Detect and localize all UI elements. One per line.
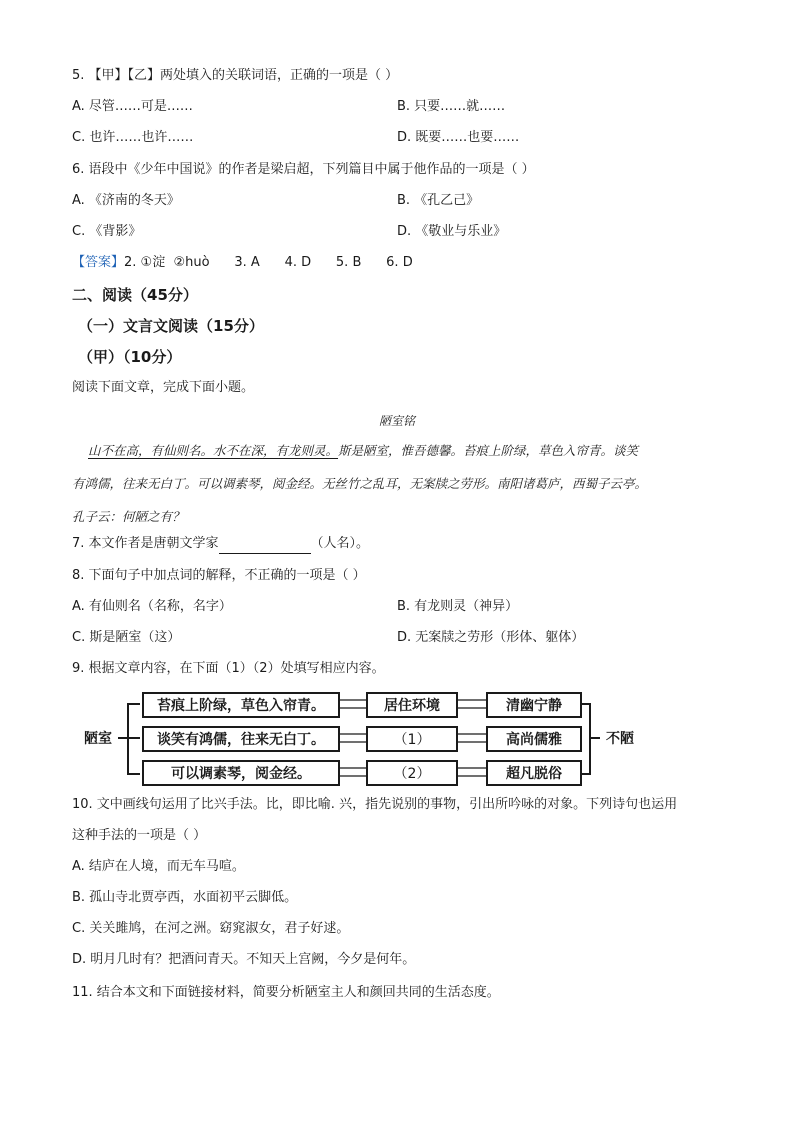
q10-stem-line-1: 10. 文中画线句运用了比兴手法。比，即比喻. 兴，指先说别的事物，引出所吟咏的对象。下列诗句也运用: [72, 797, 678, 812]
subsection-classical-title: （一）文言文阅读（15分）: [78, 317, 264, 335]
q8-stem: 8. 下面句子中加点词的解释，不正确的一项是（ ）: [72, 568, 366, 583]
q9-right-box-2: 高尚儒雅: [486, 726, 582, 752]
q9-left-label: 陋室: [84, 731, 112, 747]
q6-option-b: B. 《孔乙己》: [397, 193, 480, 208]
q7-stem: [72, 534, 369, 554]
q8-option-a: A. 有仙则名（名称，名字）: [72, 599, 232, 614]
poem-line-1: [88, 434, 738, 467]
q10-option-b: B. 孤山寺北贾亭西，水面初平云脚低。: [72, 890, 298, 905]
answer-tag: 【答案】: [72, 255, 125, 270]
q9-quote-box-1: 苔痕上阶绿，草色入帘青。: [142, 692, 340, 718]
q9-quote-box-3: 可以调素琴，阅金经。: [142, 760, 340, 786]
poem-underlined-lines: 山不在高，有仙则名。水不在深，有龙则灵。: [88, 443, 339, 458]
q5-stem: 5. 【甲】【乙】两处填入的关联词语，正确的一项是（ ）: [72, 68, 399, 83]
q6-option-d: D. 《敬业与乐业》: [397, 224, 507, 239]
q5-option-b: B. 只要……就……: [397, 99, 506, 114]
section-reading-title: 二、阅读（45分）: [72, 286, 198, 304]
q5-option-d: D. 既要……也要……: [397, 130, 520, 145]
q8-option-d: D. 无案牍之劳形（形体、躯体）: [397, 630, 585, 645]
answer-text: 2. ①淀 ②huò 3. A 4. D 5. B 6. D: [124, 255, 413, 270]
reading-instruction: 阅读下面文章，完成下面小题。: [72, 380, 255, 395]
q7-answer-blank[interactable]: [219, 539, 311, 554]
q9-quote-box-2: 谈笑有鸿儒，往来无白丁。: [142, 726, 340, 752]
q9-mid-box-3[interactable]: （2）: [366, 760, 458, 786]
q5-option-c: C. 也许……也许……: [72, 130, 194, 145]
q8-option-c: C. 斯是陋室（这）: [72, 630, 181, 645]
q9-mid-box-1: 居住环境: [366, 692, 458, 718]
q9-mid-box-2[interactable]: （1）: [366, 726, 458, 752]
answer-line: [72, 253, 413, 273]
q10-option-a: A. 结庐在人境，而无车马喧。: [72, 859, 245, 874]
q9-right-label: 不陋: [606, 731, 634, 747]
q7-stem-a: 7. 本文作者是唐朝文学家: [72, 536, 219, 551]
poem-title: 陋室铭: [378, 414, 415, 428]
q8-option-b: B. 有龙则灵（神异）: [397, 599, 519, 614]
q10-option-c: C. 关关雎鸠，在河之洲。窈窕淑女，君子好逑。: [72, 921, 350, 936]
q9-right-box-3: 超凡脱俗: [486, 760, 582, 786]
part-a-title: （甲）（10分）: [78, 348, 182, 366]
q9-right-box-1: 清幽宁静: [486, 692, 582, 718]
q6-option-c: C. 《背影》: [72, 224, 142, 239]
q6-stem: 6. 语段中《少年中国说》的作者是梁启超，下列篇目中属于他作品的一项是（ ）: [72, 162, 535, 177]
q11-stem: 11. 结合本文和下面链接材料，简要分析陋室主人和颜回共同的生活态度。: [72, 985, 500, 1000]
poem-line-1-rest: 斯是陋室，惟吾德馨。苔痕上阶绿，草色入帘青。谈笑: [338, 443, 639, 458]
q10-stem-line-2: 这种手法的一项是（ ）: [72, 828, 207, 843]
poem-line-2: 有鸿儒，往来无白丁。可以调素琴，阅金经。无丝竹之乱耳，无案牍之劳形。南阳诸葛庐，西蜀子云亭。: [72, 476, 648, 491]
q9-stem: 9. 根据文章内容，在下面（1）（2）处填写相应内容。: [72, 661, 385, 676]
q6-option-a: A. 《济南的冬天》: [72, 193, 180, 208]
q5-option-a: A. 尽管……可是……: [72, 99, 193, 114]
q10-option-d: D. 明月几时有？把酒问青天。不知天上宫阙，今夕是何年。: [72, 952, 416, 967]
q7-stem-b: （人名）。: [310, 536, 370, 551]
poem-line-3: 孔子云：何陋之有？: [72, 509, 185, 524]
